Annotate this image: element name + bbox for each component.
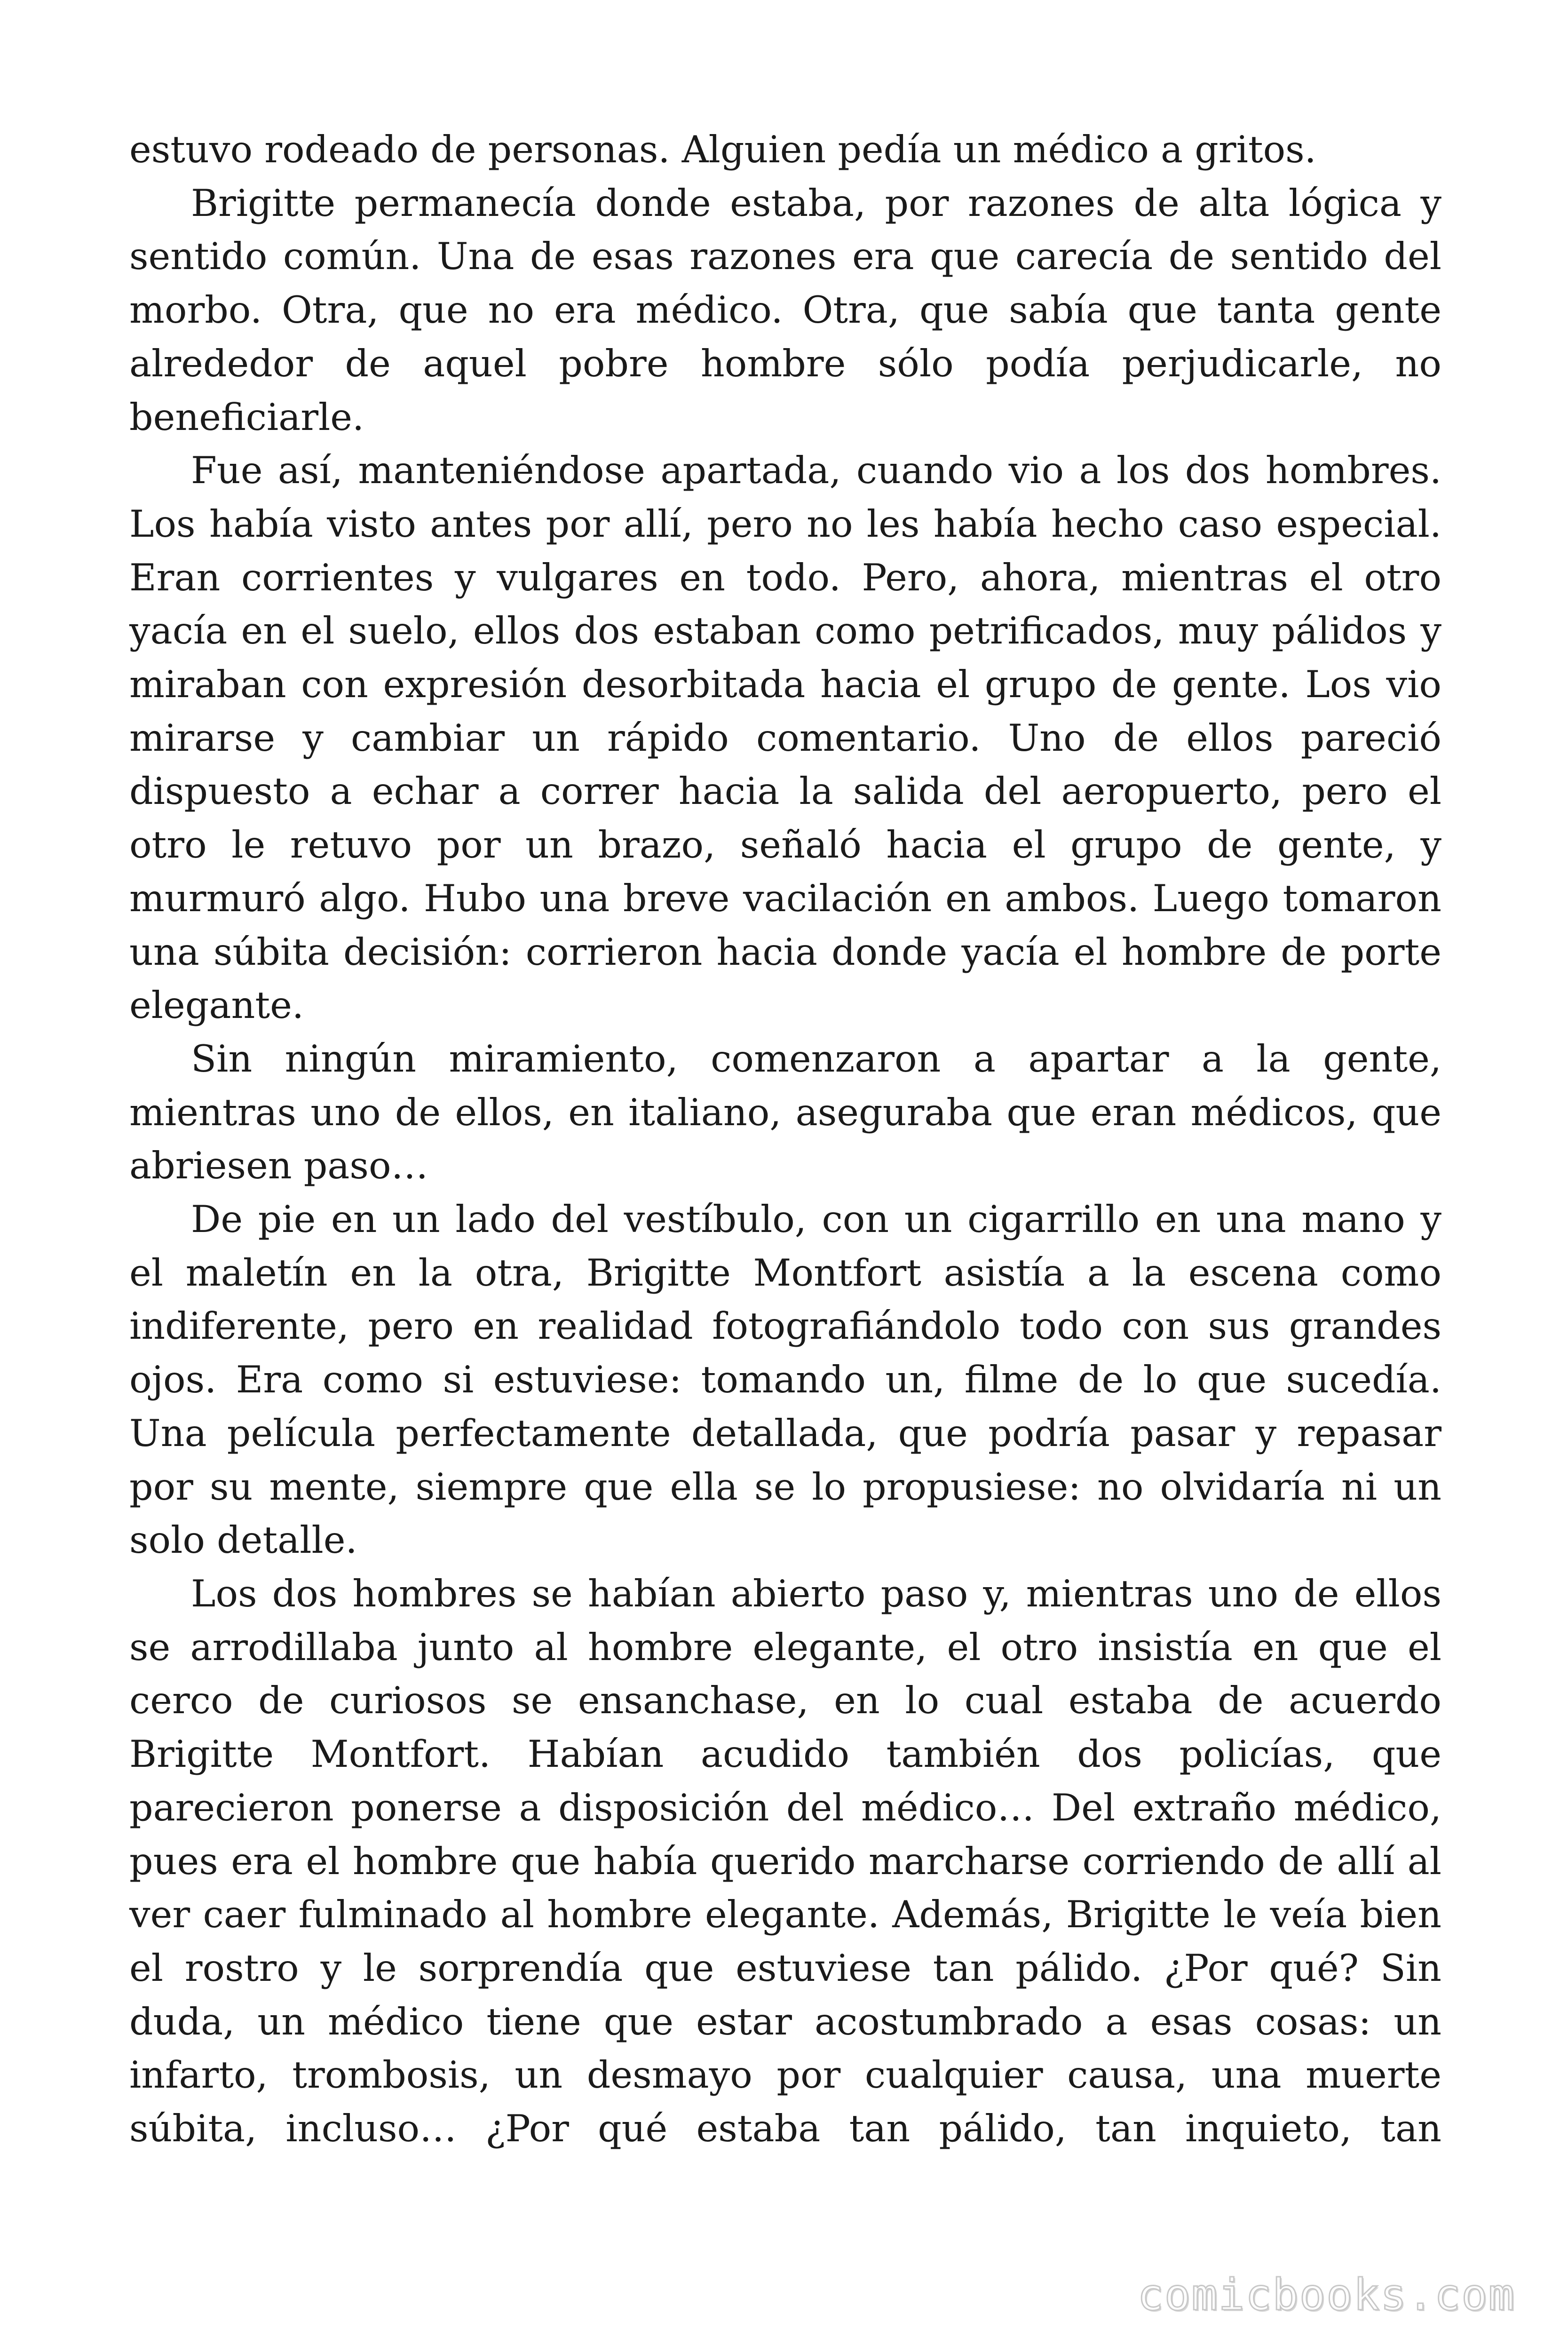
- page-text: [129, 123, 1441, 2156]
- paragraph-6: Los dos hombres se habían abierto paso y, mientras uno de ellos se arrodillaba junto al hombre elegante, el otro insistía en que el cerco de curiosos se ensanchase, en lo cual estaba de acuerdo Brigitte Montfort. Habían acudido también dos policías, que parecieron ponerse a disposición del médico… Del extraño médico, pues era el hombre que había querido marcharse corriendo de allí al ver caer fulminado al hombre elegante. Además, Brigitte le veía bien el rostro y le sorprendía que estuviese tan pálido. ¿Por qué? Sin duda, un médico tiene que estar acostumbrado a esas cosas: un infarto, trombosis, un desmayo por cualquier causa, una muerte súbita, incluso… ¿Por qué estaba tan pálido, tan inquieto, tan: [129, 1572, 1441, 2151]
- paragraph-2: Brigitte permanecía donde estaba, por razones de alta lógica y sentido común. Una de esas razones era que carecía de sentido del morbo. Otra, que no era médico. Otra, que sabía que tanta gente alrededor de aquel pobre hombre sólo podía perjudicarle, no beneficiarle.: [129, 181, 1441, 439]
- paragraph-3: Fue así, manteniéndose apartada, cuando vio a los dos hombres. Los había visto antes por allí, pero no les había hecho caso especial. Eran corrientes y vulgares en todo. Pero, ahora, mientras el otro yacía en el suelo, ellos dos estaban como petrificados, muy pálidos y miraban con expresión desorbitada hacia el grupo de gente. Los vio mirarse y cambiar un rápido comentario. Uno de ellos pareció dispuesto a echar a correr hacia la salida del aeropuerto, pero el otro le retuvo por un brazo, señaló hacia el grupo de gente, y murmuró algo. Hubo una breve vacilación en ambos. Luego tomaron una súbita decisión: corrieron hacia donde yacía el hombre de porte elegante.: [129, 449, 1441, 1027]
- paragraph-4: Sin ningún miramiento, comenzaron a apartar a la gente, mientras uno de ellos, en italiano, aseguraba que eran médicos, que abriesen paso…: [129, 1037, 1441, 1188]
- paragraph-5: De pie en un lado del vestíbulo, con un cigarrillo en una mano y el maletín en la otra, Brigitte Montfort asistía a la escena como indiferente, pero en realidad fotografiándolo todo con sus grandes ojos. Era como si estuviese: tomando un, filme de lo que sucedía. Una película perfectamente detallada, que podría pasar y repasar por su mente, siempre que ella se lo propusiese: no olvidaría ni un solo detalle.: [129, 1198, 1441, 1562]
- paragraph-1: estuvo rodeado de personas. Alguien pedía un médico a gritos.: [129, 128, 1316, 171]
- watermark: comicbooks.com: [1137, 2270, 1515, 2320]
